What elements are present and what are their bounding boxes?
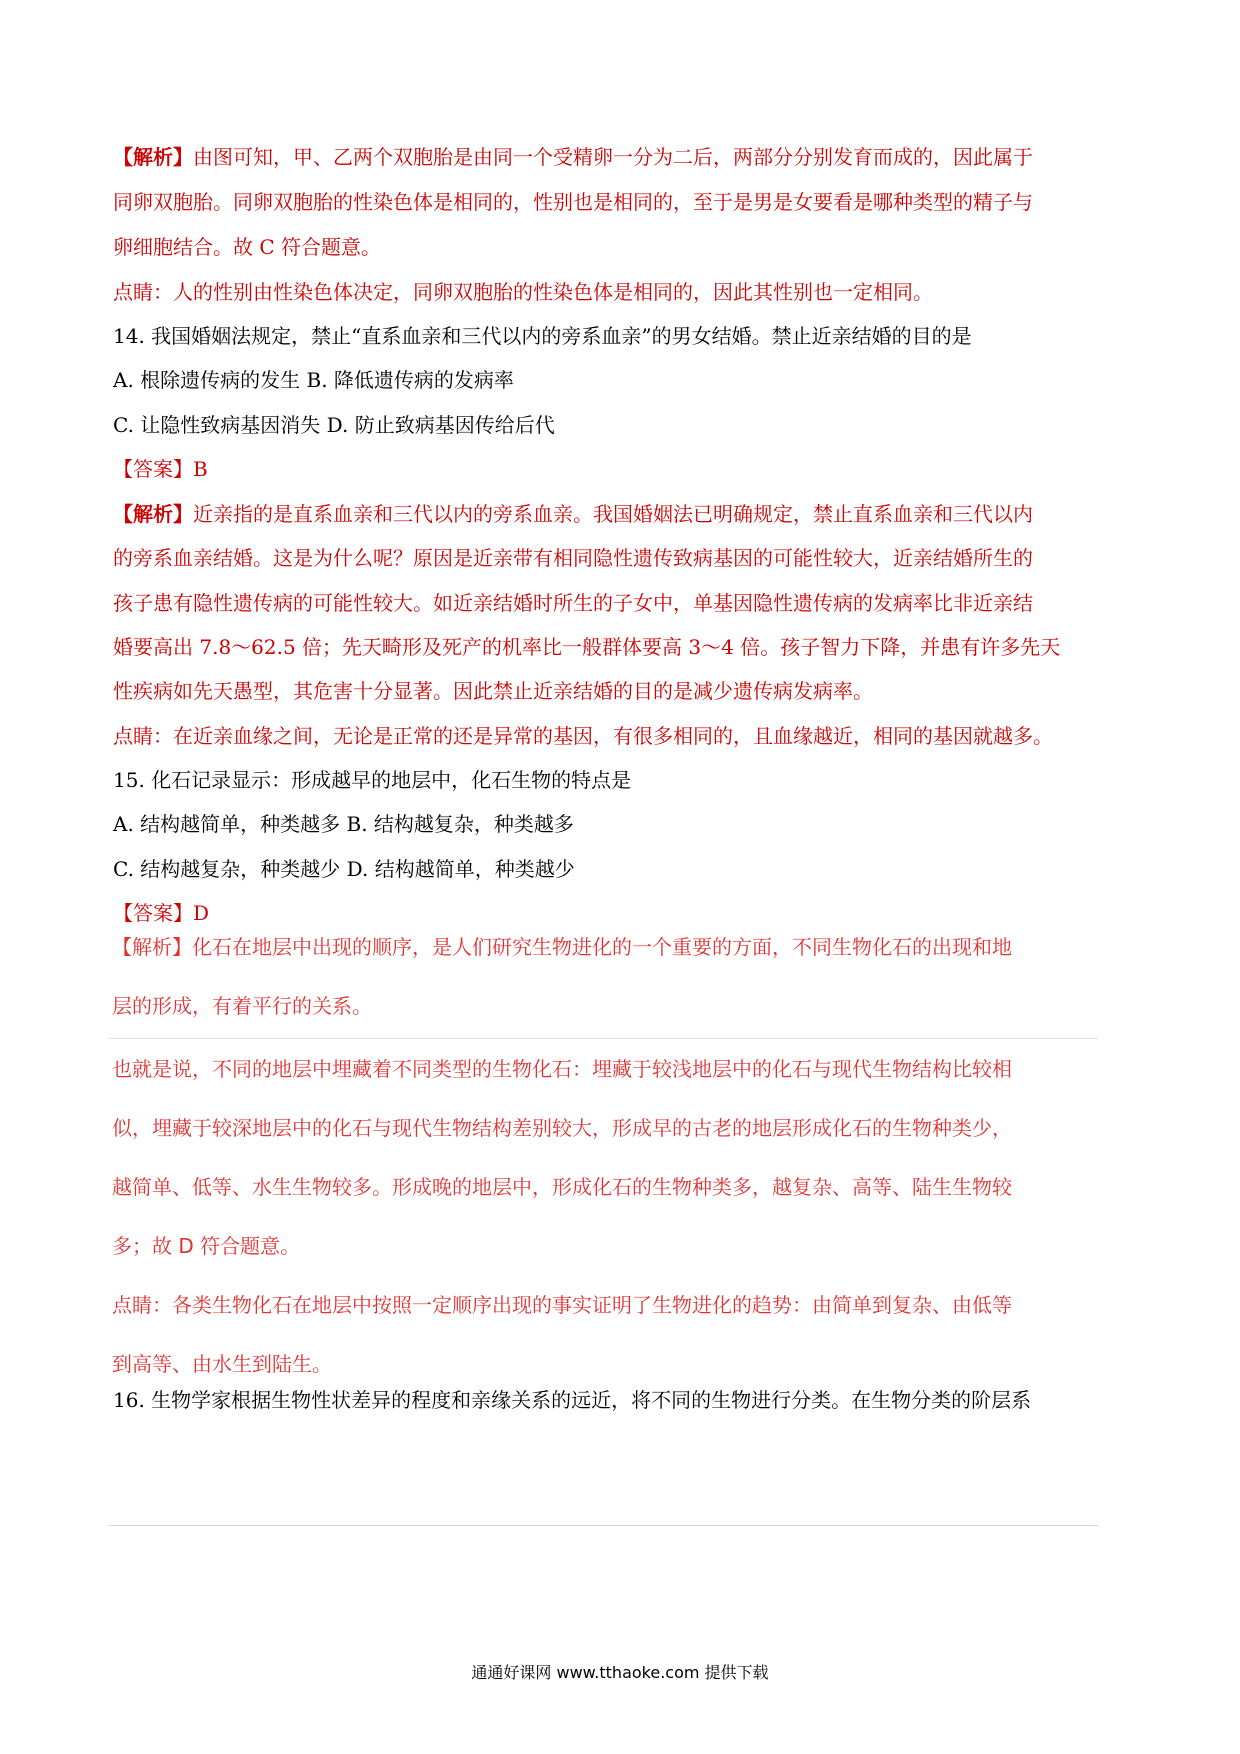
q14-options-row-1: A. 根除遗传病的发生 B. 降低遗传病的发病率	[113, 368, 514, 392]
q13-tip: 点睛：人的性别由性染色体决定，同卵双胞胎的性染色体是相同的，因此其性别也一定相同。	[113, 280, 933, 304]
q14-analysis-line-2: 的旁系血亲结婚。这是为什么呢？原因是近亲带有相同隐性遗传致病基因的可能性较大，近亲结婚所生的	[113, 546, 1033, 570]
q14-analysis-line-4: 婚要高出 7.8～62.5 倍；先天畸形及死产的机率比一般群体要高 3～4 倍。孩子智力下降，并患有许多先天	[113, 635, 1061, 659]
q15-analysis-line-5: 越简单、低等、水生生物较多。形成晚的地层中，形成化石的生物种类多，越复杂、高等、陆生生物较	[112, 1175, 1012, 1199]
q15-options-row-2: C. 结构越复杂，种类越少 D. 结构越简单，种类越少	[113, 857, 575, 881]
analysis-label: 【解析】	[113, 145, 193, 169]
q15-analysis-line-4: 似，埋藏于较深地层中的化石与现代生物结构差别较大，形成早的古老的地层形成化石的生物种类少，	[112, 1116, 1012, 1140]
q15-answer: 【答案】D	[113, 901, 210, 925]
q15-options-row-1: A. 结构越简单，种类越多 B. 结构越复杂，种类越多	[113, 812, 574, 836]
analysis-label: 【解析】	[113, 502, 193, 526]
q15-stem: 15. 化石记录显示：形成越早的地层中，化石生物的特点是	[113, 768, 632, 792]
q13-analysis-line-2: 同卵双胞胎。同卵双胞胎的性染色体是相同的，性别也是相同的，至于是男是女要看是哪种类型的精子与	[113, 190, 1033, 214]
q14-analysis-line-1: 【解析】近亲指的是直系血亲和三代以内的旁系血亲。我国婚姻法已明确规定，禁止直系血亲和三代以内	[113, 502, 1033, 526]
q15-tip-line-1: 点睛：各类生物化石在地层中按照一定顺序出现的事实证明了生物进化的趋势：由简单到复杂、由低等	[112, 1293, 1012, 1317]
q15-tip-line-2: 到高等、由水生到陆生。	[112, 1352, 332, 1376]
q14-analysis-line-3: 孩子患有隐性遗传病的可能性较大。如近亲结婚时所生的子女中，单基因隐性遗传病的发病率比非近亲结	[113, 591, 1033, 615]
q15-analysis-line-6: 多；故 D 符合题意。	[112, 1234, 301, 1258]
q14-options-row-2: C. 让隐性致病基因消失 D. 防止致病基因传给后代	[113, 413, 555, 437]
q15-analysis-line-1: 【解析】化石在地层中出现的顺序，是人们研究生物进化的一个重要的方面，不同生物化石的出现和地	[112, 935, 1012, 959]
q13-analysis-line-3: 卵细胞结合。故 C 符合题意。	[113, 235, 382, 259]
q16-stem: 16. 生物学家根据生物性状差异的程度和亲缘关系的远近，将不同的生物进行分类。在生物分类的阶层系	[113, 1388, 1032, 1412]
q14-tip: 点睛：在近亲血缘之间，无论是正常的还是异常的基因，有很多相同的，且血缘越近，相同的基因就越多。	[113, 724, 1053, 748]
q15-analysis-line-2: 层的形成，有着平行的关系。	[112, 994, 372, 1018]
q13-analysis-line-1: 【解析】由图可知，甲、乙两个双胞胎是由同一个受精卵一分为二后，两部分分别发育而成的，因此属于	[113, 145, 1033, 169]
q14-stem: 14. 我国婚姻法规定，禁止“直系血亲和三代以内的旁系血亲”的男女结婚。禁止近亲结婚的目的是	[113, 324, 972, 348]
q14-answer: 【答案】B	[113, 457, 208, 481]
page-footer: 通通好课网 www.tthaoke.com 提供下载	[471, 1663, 769, 1682]
q14-analysis-line-5: 性疾病如先天愚型，其危害十分显著。因此禁止近亲结婚的目的是减少遗传病发病率。	[113, 679, 873, 703]
q15-analysis-line-3: 也就是说，不同的地层中埋藏着不同类型的生物化石：埋藏于较浅地层中的化石与现代生物结构比较相	[112, 1057, 1012, 1081]
